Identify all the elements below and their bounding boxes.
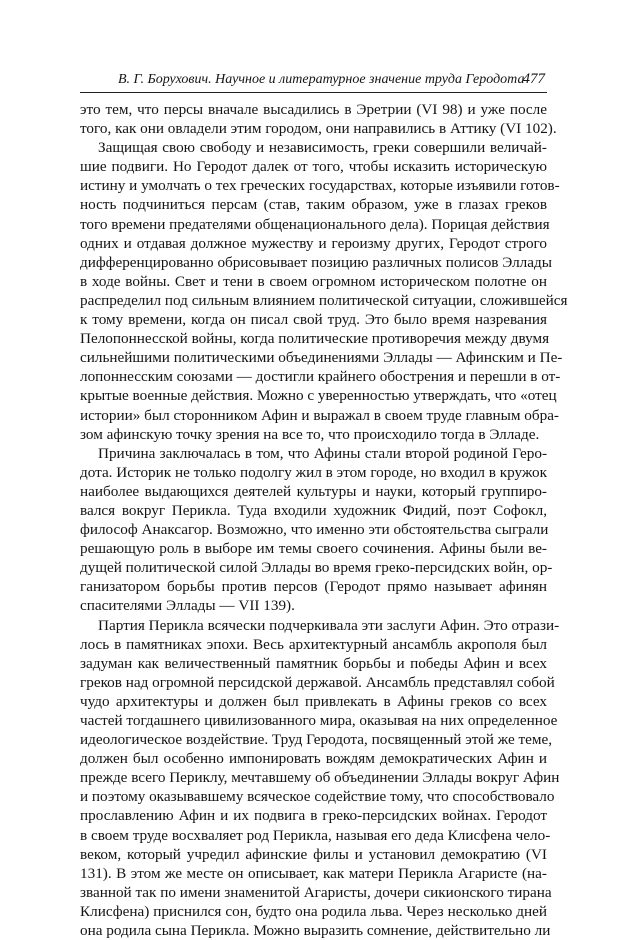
- text-line: веком, который учредил афинские филы и установил демократию (VI: [80, 845, 547, 863]
- text-line: наиболее выдающихся деятелей культуры и науки, который группиро-: [80, 482, 547, 500]
- text-line: званной так по имени знаменитой Агаристы, дочери сикионского тирана: [80, 883, 552, 901]
- text-line: шие подвиги. Но Геродот далек от того, чтобы исказить историческую: [80, 158, 547, 176]
- paragraph: [80, 138, 568, 444]
- text-line: к тому времени, когда он писал свой труд. Это было время назревания: [80, 311, 547, 329]
- text-line: истории» был сторонником Афин и выражал в своем труде главным обра-: [80, 406, 559, 424]
- text-line: дущей политической силой Эллады во время греко-персидских войн, ор-: [80, 559, 553, 577]
- text-line: частей тогдашнего цивилизованного мира, оказывая на них определенное: [80, 712, 558, 729]
- text-line: лопоннесским союзами — достигли крайнего обострения и перешли в от-: [80, 368, 561, 386]
- text-line: дота. Историк не только подолгу жил в этом городе, но входил в кружок: [80, 463, 547, 481]
- running-header: [80, 70, 547, 93]
- text-line: в ходе войны. Свет и тени в своем огромном историческом полотне он: [80, 272, 547, 290]
- text-line: философ Анаксагор. Возможно, что именно эти обстоятельства сыграли: [80, 521, 549, 539]
- text-line: и поэтому оказывавшему всяческое содействие тому, что способствовало: [80, 788, 555, 806]
- text-line: Причина заключалась в том, что Афины стали второй родиной Геро-: [98, 444, 547, 462]
- text-line: сильнейшими политическими объединениями Эллады — Афинским и Пе-: [80, 349, 563, 367]
- text-line: распределил под сильным влиянием политической ситуации, сложившейся: [80, 291, 568, 309]
- text-line: Партия Перикла всячески подчеркивала эти заслуги Афин. Это отрази-: [98, 616, 560, 634]
- text-line: Пелопоннесской войны, когда политические противоречия между двумя: [80, 330, 550, 348]
- text-line: того времени предателями общенационального дела). Порицая действия: [80, 215, 550, 233]
- text-line: лось в памятниках эпохи. Весь архитектурный ансамбль акрополя был: [80, 635, 547, 653]
- page-number: 477: [522, 71, 545, 87]
- text-line: решающую роль в выборе им темы своего сочинения. Афины были ве-: [80, 540, 547, 558]
- paragraph: [80, 616, 560, 940]
- text-line: ганизатором борьбы против персов (Геродот прямо называет афинян: [80, 578, 547, 596]
- text-line: идеологическое воздействие. Труд Геродота, посвященный этой же теме,: [80, 731, 553, 749]
- text-line: истину и умолчать о тех греческих государствах, которые изъявили готов-: [80, 177, 560, 195]
- text-line: задуман как величественный памятник борьбы и победы Афин и всех: [80, 654, 547, 672]
- text-line: она родила сына Перикла. Можно выразить сомнение, действительно ли: [80, 922, 551, 940]
- text-line: одних и отдавая должное мужеству и героизму других, Геродот строго: [80, 234, 547, 252]
- text-line: вался вокруг Перикла. Туда входили художник Фидий, поэт Софокл,: [80, 501, 547, 519]
- text-line: чудо архитектуры и должен был привлекать в Афины греков со всех: [80, 692, 547, 710]
- text-line: Защищая свою свободу и независимость, греки совершили величай-: [98, 139, 547, 157]
- running-title: В. Г. Борухович. Научное и литературное значение труда Геродота: [118, 72, 525, 87]
- text-line: того, как они овладели этим городом, они направились в Аттику (VI 102).: [80, 120, 557, 138]
- text-line: прославлению Афин и их подвига в греко-персидских войнах. Геродот: [80, 807, 547, 825]
- text-line: это тем, что персы вначале высадились в Эретрии (VI 98) и уже после: [80, 101, 547, 118]
- paragraph: [80, 100, 557, 138]
- text-line: должен был особенно импонировать вождям демократических Афин и: [80, 750, 547, 768]
- text-line: зом афинскую точку зрения на все то, что происходило тогда в Элладе.: [80, 425, 540, 443]
- text-line: в своем труде восхваляет род Перикла, называя его деда Клисфена чело-: [80, 826, 551, 844]
- text-line: дифференцированно обрисовывает позицию различных полисов Эллады: [80, 253, 552, 271]
- text-line: греков над огромной персидской державой. Ансамбль представлял собой: [80, 673, 555, 691]
- text-line: 131). В этом же месте он описывает, как матери Перикла Агаристе (на-: [80, 864, 547, 882]
- text-line: ность подчиниться персам (став, таким образом, уже в глазах греков: [80, 196, 547, 214]
- text-line: спасителями Эллады — VII 139).: [80, 597, 295, 615]
- text-line: Клисфена) приснился сон, будто она родила льва. Через несколько дней: [80, 902, 547, 920]
- body-text: [80, 100, 568, 940]
- text-line: прежде всего Периклу, мечтавшему об объединении Эллады вокруг Афин: [80, 769, 560, 787]
- text-line: крытые военные действия. Можно с уверенностью утверждать, что «отец: [80, 387, 557, 405]
- paragraph: [80, 444, 553, 616]
